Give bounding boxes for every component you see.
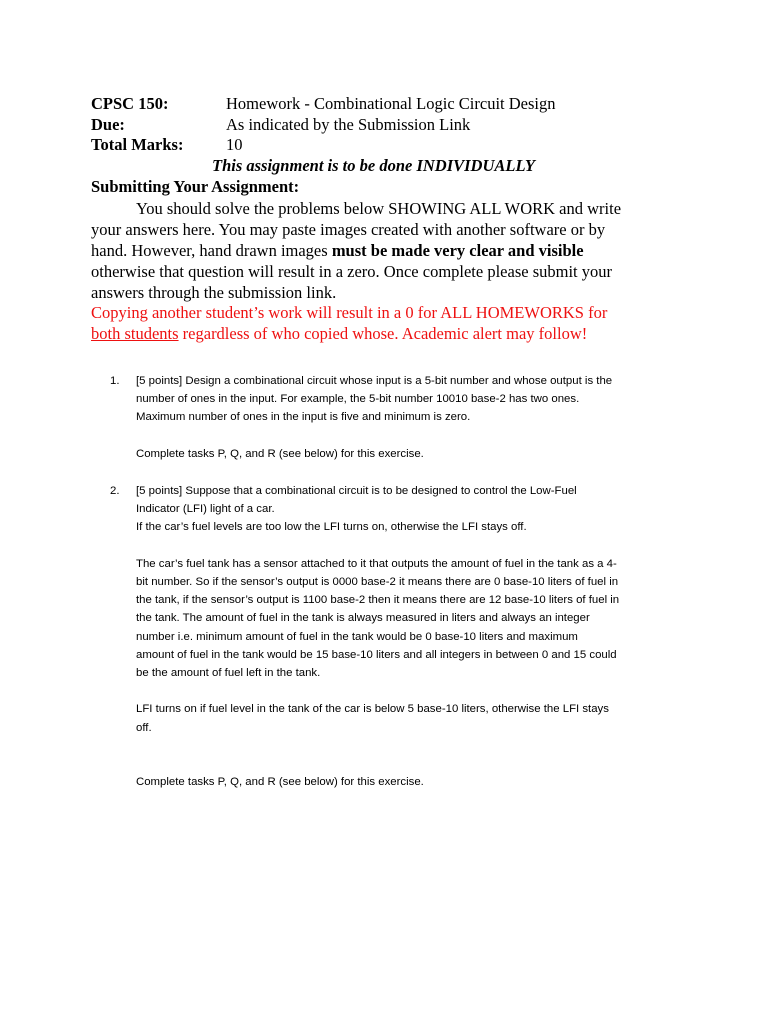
instructions-line: answers through the submission link. <box>91 283 337 302</box>
question-tasks: Complete tasks P, Q, and R (see below) for this exercise. <box>136 447 424 460</box>
question-line: If the car’s fuel levels are too low the LFI turns on, otherwise the LFI stays off. <box>136 521 527 534</box>
academic-integrity-warning <box>91 302 671 344</box>
marks-value: 10 <box>226 135 243 154</box>
due-value: As indicated by the Submission Link <box>226 115 471 134</box>
question-line: Maximum number of ones in the input is five and minimum is zero. <box>136 411 471 424</box>
question-line: bit number. So if the sensor’s output is 0000 base-2 it means there are 0 base-10 liters of fuel in <box>136 576 619 588</box>
course-row <box>91 94 555 114</box>
submission-instructions <box>91 198 651 303</box>
warning-rest: regardless of who copied whose. Academic alert may follow! <box>178 324 588 343</box>
question-line: Indicator (LFI) light of a car. <box>136 503 275 516</box>
due-label: Due: <box>91 115 125 134</box>
submitting-heading: Submitting Your Assignment: <box>91 177 300 196</box>
course-label: CPSC 150: <box>91 94 169 113</box>
instructions-line: otherwise that question will result in a zero. Once complete please submit your <box>91 262 612 281</box>
question-line: [5 points] Design a combinational circuit whose input is a 5-bit number and whose output is the <box>136 375 613 387</box>
question-line: amount of fuel in the tank would be 15 base-10 liters and all integers in between 0 and 15 could <box>136 648 617 661</box>
warning-line <box>91 323 671 344</box>
due-row <box>91 115 470 135</box>
question-line: the tank, if the sensor’s output is 1100 base-2 then it means there are 12 base-10 liters of fuel in <box>136 594 620 607</box>
question-line: LFI turns on if fuel level in the tank of the car is below 5 base-10 liters, otherwise the LFI stays <box>136 703 609 716</box>
question-line: be the amount of fuel left in the tank. <box>136 667 321 680</box>
question-number: 2. <box>110 485 120 497</box>
warning-line: Copying another student’s work will result in a 0 for ALL HOMEWORKS for <box>91 303 608 322</box>
question-line: the tank. The amount of fuel in the tank is always measured in liters and always an integer <box>136 612 590 625</box>
individual-notice: This assignment is to be done INDIVIDUALLY <box>212 156 536 175</box>
question-line: off. <box>136 721 152 734</box>
question-tasks: Complete tasks P, Q, and R (see below) for this exercise. <box>136 776 424 789</box>
instructions-text: hand. However, hand drawn images <box>91 241 332 260</box>
instructions-emphasis: must be made very clear and visible <box>331 241 584 260</box>
question-line: number i.e. minimum amount of fuel in the tank would be 0 base-10 liters and maximum <box>136 630 578 643</box>
question-number: 1. <box>110 375 120 387</box>
instructions-line <box>91 240 651 261</box>
marks-row <box>91 135 243 155</box>
warning-underlined: both students <box>91 324 179 343</box>
question-line: [5 points] Suppose that a combinational circuit is to be designed to control the Low-Fuel <box>136 485 577 497</box>
question-body <box>136 372 676 463</box>
instructions-line: your answers here. You may paste images created with another software or by <box>91 220 606 239</box>
instructions-line: You should solve the problems below SHOWING ALL WORK and write <box>136 199 622 218</box>
course-title: Homework - Combinational Logic Circuit Design <box>226 94 556 113</box>
question-line: The car’s fuel tank has a sensor attached to it that outputs the amount of fuel in the tank as a 4- <box>136 557 617 570</box>
question-line: number of ones in the input. For example, the 5-bit number 10010 base-2 has two ones. <box>136 393 580 406</box>
marks-label: Total Marks: <box>91 135 184 154</box>
question-body <box>136 482 676 791</box>
